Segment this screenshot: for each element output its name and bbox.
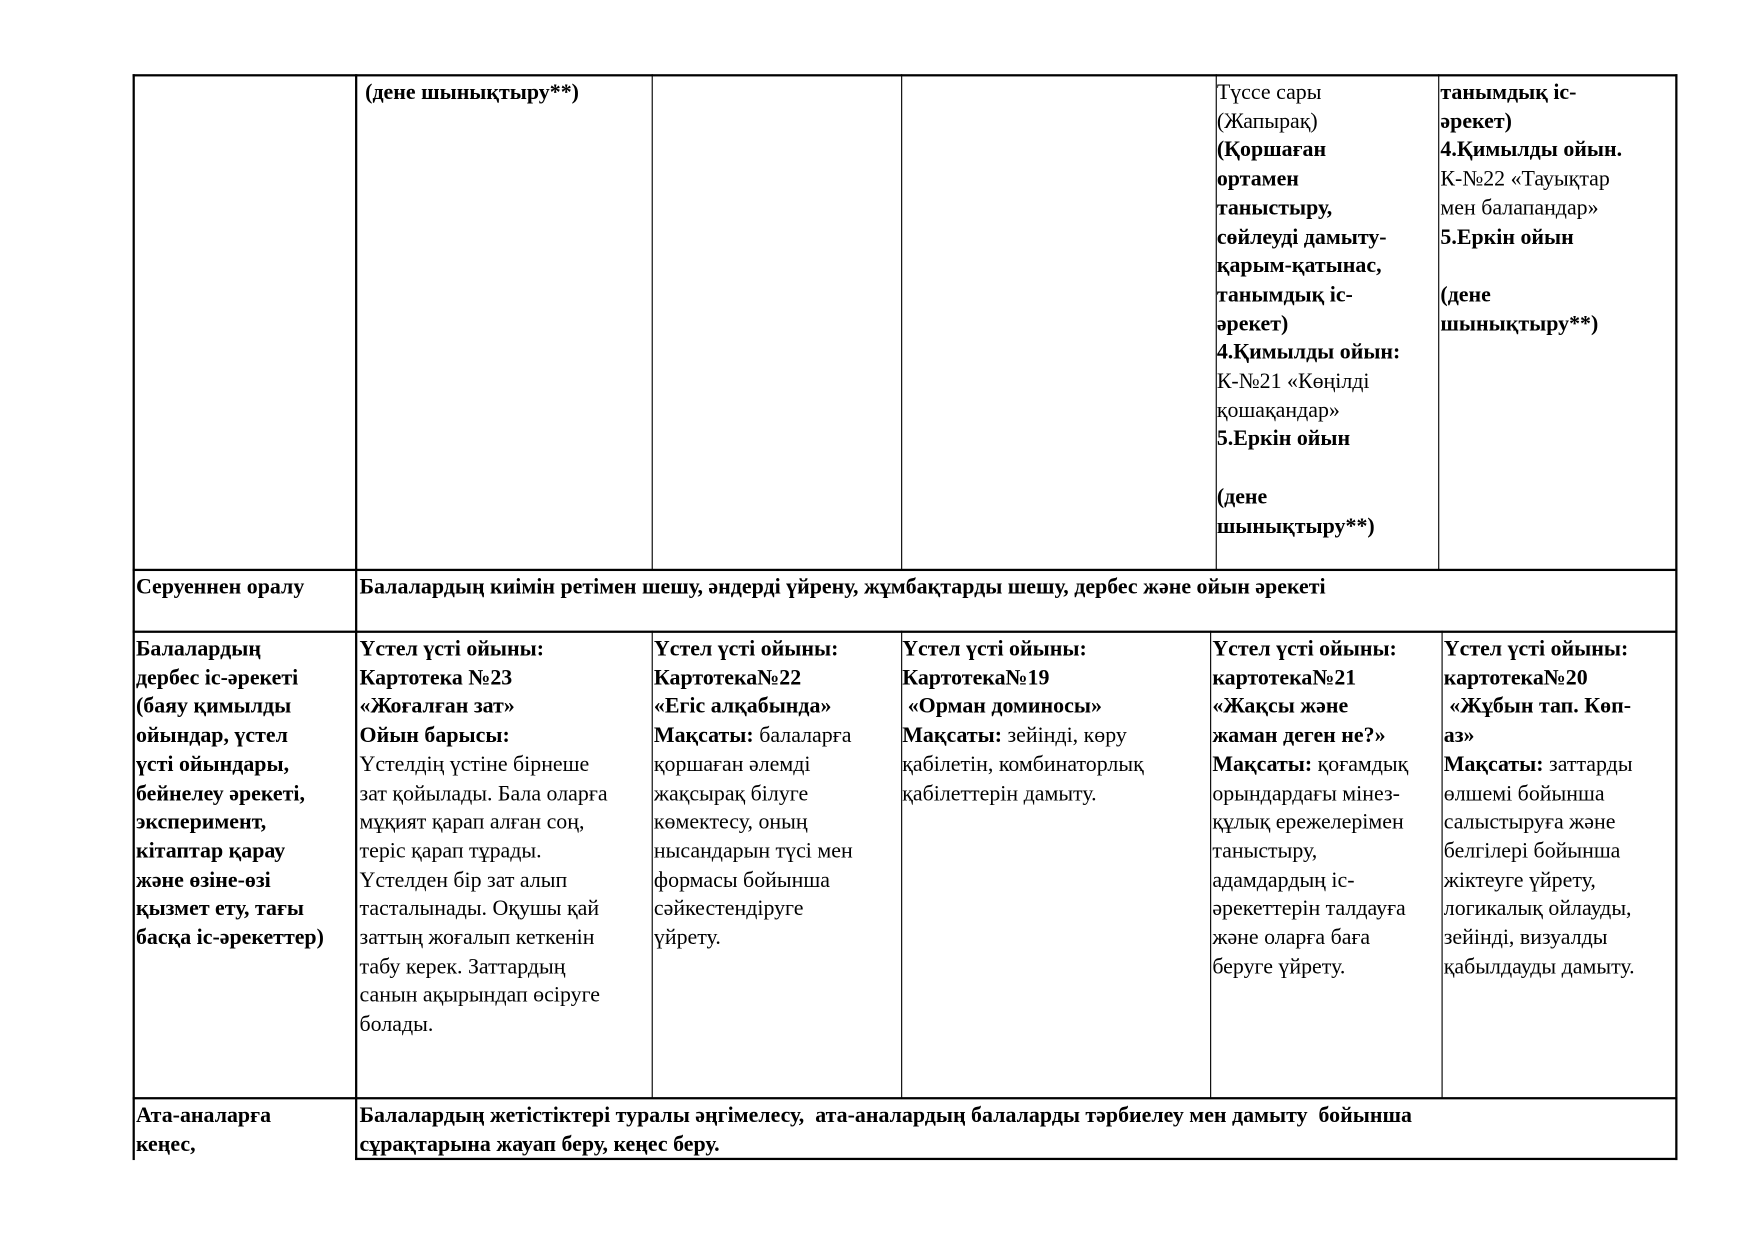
cell-line: формасы бойынша — [653, 868, 830, 893]
cell-line: жақсырақ білуге — [653, 781, 809, 806]
cell-line: «Орман доминосы» — [902, 695, 1102, 719]
col-divider — [1210, 631, 1211, 1099]
mixed-line — [654, 722, 900, 751]
cell-line: орындардағы мінез- — [1212, 781, 1400, 806]
game-card-3 — [902, 635, 1209, 808]
cell-line: «Жақсы және — [1212, 695, 1349, 719]
cell-line: қабылдауды дамыту. — [1443, 955, 1635, 979]
cell-line: болады. — [359, 1012, 434, 1037]
label-line: бейнелеу әрекеті, — [135, 781, 305, 806]
row-text: Балалардың киімін ретімен шешу, әндерді үйрену, жұмбақтарды шешу, дербес және ойын әрекеті — [359, 575, 1326, 600]
label-line: үсті ойындары, — [135, 752, 290, 777]
cell-line: «Жұбын тап. Көп- — [1443, 695, 1632, 719]
cell-line: (дене — [1440, 283, 1491, 307]
cell-line: мұқият қарап алған соң, — [359, 810, 585, 835]
cell-line: Картотека№19 — [902, 666, 1050, 690]
cell-line: Үстел үсті ойыны: — [653, 637, 839, 661]
cell-line: адамдардың іс- — [1212, 868, 1355, 893]
cell-line: картотека№21 — [1212, 666, 1357, 690]
cell-line: заттың жоғалып кеткенін — [359, 926, 595, 950]
top-col4-cell — [1217, 79, 1437, 541]
cell-line: беруге үйрету. — [1212, 955, 1346, 979]
goal-text: заттарды — [1543, 752, 1633, 777]
return-walk-text — [360, 573, 1672, 602]
game-card-2 — [654, 635, 900, 953]
cell-line: (Жапырақ) — [1216, 109, 1318, 134]
cell-line: жіктеуге үйрету, — [1443, 868, 1596, 893]
cell-line: қабілеттерін дамыту. — [902, 781, 1097, 806]
goal-text: зейінді, көру — [1002, 724, 1127, 748]
cell-line: ортамен — [1216, 167, 1299, 192]
label-line: кітаптар қарау — [135, 839, 286, 864]
col-divider — [355, 74, 357, 1160]
cell-line: нысандарын түсі мен — [653, 839, 853, 864]
label-line: эксперимент, — [135, 810, 267, 835]
cell-line: шынықтыру**) — [1440, 312, 1599, 336]
cell-line: 4.Қимылды ойын. — [1440, 138, 1623, 163]
cell-line: таныстыру, — [1216, 196, 1333, 221]
cell-line: аз» — [1443, 724, 1475, 748]
table-border-left — [133, 74, 135, 1160]
text-line: сұрақтарына жауап беру, кеңес беру. — [359, 1132, 720, 1157]
cell-line: құлық ережелерімен — [1212, 810, 1404, 835]
col-divider — [1438, 74, 1439, 570]
col-divider — [652, 74, 653, 570]
cell-line: қоршаған әлемді — [653, 752, 811, 777]
cell-line: сәйкестендіруге — [653, 897, 804, 921]
label-line: қызмет ету, тағы — [135, 897, 305, 921]
blank-line — [1217, 454, 1437, 483]
cell-line: К-№21 «Көңілді — [1216, 369, 1370, 394]
cell-line: Картотека№22 — [653, 666, 802, 690]
goal-label: Мақсаты: — [902, 724, 1003, 748]
parents-label — [136, 1102, 354, 1165]
col-divider — [1442, 631, 1443, 1099]
cell-line: (дене — [1216, 485, 1268, 510]
goal-label: Мақсаты: — [653, 724, 754, 748]
cell-line: қошақандар» — [1216, 398, 1340, 423]
cell-line: белгілері бойынша — [1443, 839, 1621, 864]
cell-line: көмектесу, оның — [653, 810, 808, 835]
game-card-5 — [1444, 635, 1674, 982]
cell-line: тасталынады. Оқушы қай — [359, 897, 600, 921]
cell-line: танымдық іс- — [1440, 80, 1577, 105]
goal-text: балаларға — [753, 724, 852, 748]
cell-line: 5.Еркін ойын — [1440, 225, 1574, 250]
cell-line: Картотека №23 — [359, 666, 513, 690]
cell-line: санын ақырындап өсіруге — [359, 984, 600, 1008]
cell-line: 4.Қимылды ойын: — [1216, 340, 1401, 365]
row-divider — [133, 631, 1678, 633]
cell-line: шынықтыру**) — [1216, 514, 1375, 538]
table-border-top — [133, 74, 1678, 76]
label-line: және өзіне-өзі — [135, 868, 271, 893]
top-col1-cell — [365, 79, 646, 108]
cell-line: әрекет) — [1440, 109, 1512, 134]
cell-line: қарым-қатынас, — [1216, 254, 1382, 278]
cell-line: Үстел үсті ойыны: — [902, 637, 1087, 661]
cell-line: жаман деген не?» — [1212, 724, 1386, 748]
parents-text — [360, 1102, 1672, 1160]
cell-line: К-№22 «Тауықтар — [1440, 167, 1610, 192]
return-walk-label — [136, 573, 354, 602]
top-col5-cell — [1440, 79, 1674, 339]
label-line: Балалардың — [135, 637, 261, 661]
row-divider — [133, 1097, 1678, 1099]
goal-text: қоғамдық — [1312, 752, 1409, 777]
cell-line: Үстел үсті ойыны: — [1443, 637, 1629, 661]
row-divider — [133, 569, 1678, 571]
goal-label: Мақсаты: — [1443, 752, 1544, 777]
cell-line: таныстыру, — [1212, 839, 1318, 864]
label-line: Ата-аналарға — [135, 1103, 272, 1128]
cell-text: (дене шынықтыру**) — [365, 80, 579, 105]
text-line: Балалардың жетістіктері туралы әңгімелесу, ата-аналардың балаларды тәрбиелеу мен дамыту бойынша — [359, 1103, 1412, 1128]
cell-line: сөйлеуді дамыту- — [1216, 225, 1387, 250]
label-line: (баяу қимылды — [135, 695, 292, 719]
cell-line: танымдық іс- — [1216, 283, 1353, 307]
cell-line: Үстел үсті ойыны: — [1212, 637, 1397, 661]
game-card-4 — [1212, 635, 1440, 982]
table-border-right — [1675, 74, 1677, 1160]
col-divider — [652, 631, 653, 1099]
label-line: басқа іс-әрекеттер) — [135, 926, 324, 950]
mixed-line — [902, 722, 1209, 751]
cell-line: зат қойылады. Бала оларға — [359, 781, 608, 806]
cell-line: Түссе сары — [1216, 80, 1322, 105]
col-divider — [901, 74, 902, 570]
cell-line: теріс қарап тұрады. — [359, 839, 542, 864]
label-line: дербес іс-әрекеті — [135, 666, 299, 690]
cell-line: және оларға баға — [1212, 926, 1371, 950]
cell-line: әрекет) — [1216, 312, 1289, 336]
cell-line: зейінді, визуалды — [1443, 926, 1608, 950]
row-label: Серуеннен оралу — [135, 575, 305, 600]
game-card-1 — [360, 635, 651, 1039]
cell-line: 5.Еркін ойын — [1216, 427, 1351, 452]
independent-label — [136, 635, 356, 953]
label-line: ойындар, үстел — [135, 724, 288, 748]
cell-line: Ойын барысы: — [359, 724, 510, 748]
cell-line: логикалық ойлауды, — [1443, 897, 1632, 921]
cell-line: үйрету. — [653, 926, 721, 950]
cell-line: салыстыруға және — [1443, 810, 1616, 835]
cell-line: Үстелден бір зат алып — [359, 868, 568, 893]
cell-line: әрекеттерін талдауға — [1212, 897, 1406, 921]
cell-line: табу керек. Заттардың — [359, 955, 566, 979]
mixed-line — [1212, 751, 1440, 780]
goal-label: Мақсаты: — [1212, 752, 1313, 777]
blank-line — [1440, 252, 1674, 281]
cell-line: Үстелдің үстіне бірнеше — [359, 752, 590, 777]
cell-line: картотека№20 — [1443, 666, 1588, 690]
cell-line: «Жоғалған зат» — [359, 695, 515, 719]
cell-line: мен балапандар» — [1440, 196, 1599, 221]
cell-line: қабілетін, комбинаторлық — [902, 752, 1144, 777]
cell-line: (Қоршаған — [1216, 138, 1327, 163]
label-line: кеңес, — [135, 1132, 196, 1157]
mixed-line — [1444, 751, 1674, 780]
cell-line: «Егіс алқабында» — [653, 695, 832, 719]
cell-line: Үстел үсті ойыны: — [359, 637, 545, 661]
cell-line: өлшемі бойынша — [1443, 781, 1605, 806]
